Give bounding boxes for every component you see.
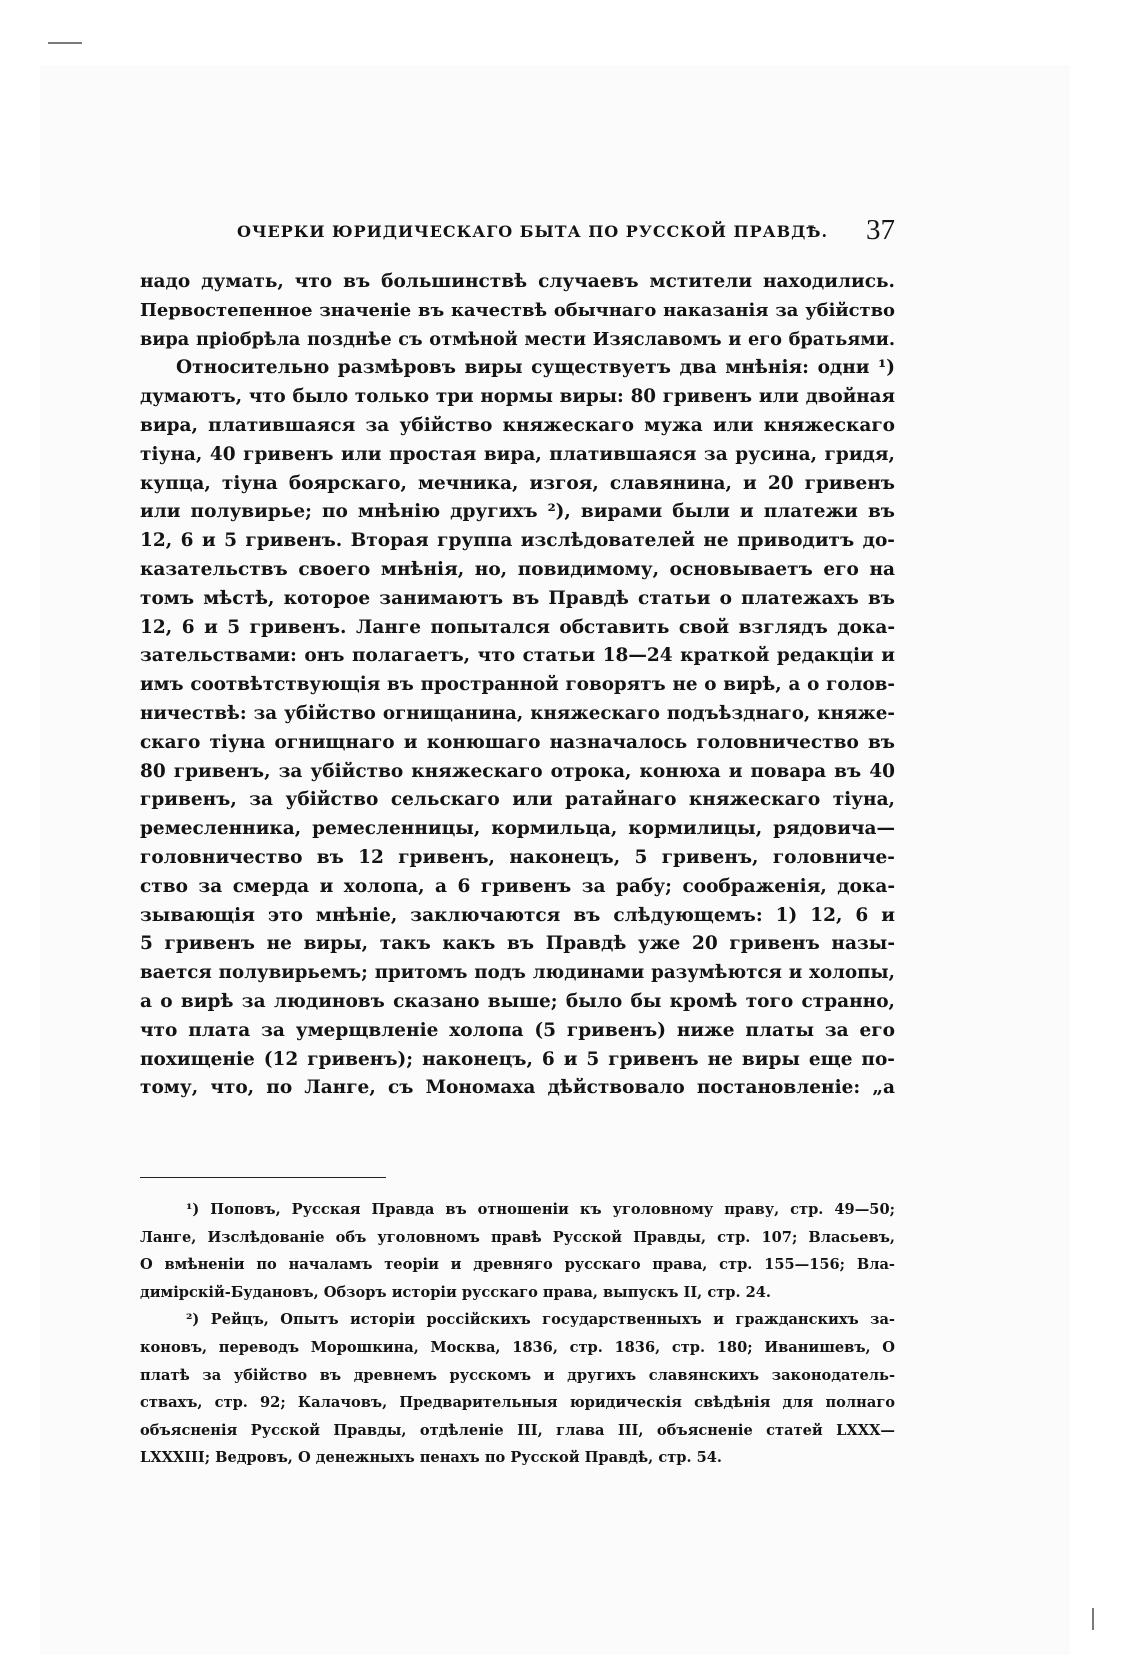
text-line: купца, тіуна боярскаго, мечника, изгоя, славянина, и 20 гривенъ bbox=[140, 472, 895, 494]
text-line: зывающія это мнѣніе, заключаются въ слѣдующемъ: 1) 12, 6 и bbox=[140, 904, 895, 926]
text-line: Первостепенное значеніе въ качествѣ обычнаго наказанія за убійство bbox=[140, 299, 895, 321]
footnote-line: ¹) Поповъ, Русская Правда въ отношеніи къ уголовному праву, стр. 49—50; bbox=[186, 1201, 895, 1218]
text-line: надо думать, что въ большинствѣ случаевъ мстители находились. bbox=[140, 271, 895, 292]
text-line: похищеніе (12 гривенъ); наконецъ, 6 и 5 гривенъ не виры еще по- bbox=[140, 1048, 895, 1070]
scan-corner-mark bbox=[48, 42, 82, 44]
footnote-line: LXXXIII; Ведровъ, О денежныхъ пенахъ по Русской Правдѣ, стр. 54. bbox=[140, 1449, 723, 1467]
footnote-line: ²) Рейцъ, Опытъ исторіи россійскихъ государственныхъ и гражданскихъ за- bbox=[186, 1311, 895, 1329]
body-text bbox=[140, 268, 895, 1103]
text-line: имъ соотвѣтствующія въ пространной говорятъ не о вирѣ, а о голов- bbox=[140, 674, 895, 696]
text-line: вира, платившаяся за убійство княжескаго мужа или княжескаго bbox=[140, 414, 895, 436]
text-line: тому, что, по Ланге, съ Мономаха дѣйствовало постановленіе: „а bbox=[140, 1077, 895, 1099]
footnote-line: платѣ за убійство въ древнемъ русскомъ и другихъ славянскихъ законодатель- bbox=[140, 1366, 895, 1384]
footnote-line: О вмѣненіи по началамъ теоріи и древняго русскаго права, стр. 155—156; Вла- bbox=[140, 1256, 895, 1274]
running-title: ОЧЕРКИ ЮРИДИЧЕСКАГО БЫТА ПО РУССКОЙ ПРАВДѢ. bbox=[237, 222, 829, 241]
page-header bbox=[237, 214, 895, 254]
page-number: 37 bbox=[866, 214, 895, 246]
text-line: 5 гривенъ не виры, такъ какъ въ Правдѣ уже 20 гривенъ назы- bbox=[140, 933, 895, 955]
footnotes bbox=[140, 1196, 895, 1472]
text-line: ство за смерда и холопа, а 6 гривенъ за рабу; соображенія, дока- bbox=[140, 875, 895, 897]
text-line: вается полувирьемъ; притомъ подъ людинами разумѣются и холопы, bbox=[140, 962, 895, 984]
footnote-separator bbox=[140, 1177, 386, 1178]
footnote-line: объясненія Русской Правды, отдѣленіе III, глава III, объясненіе статей LXXX— bbox=[140, 1421, 895, 1439]
scan-edge-mark bbox=[1092, 1608, 1094, 1630]
footnote-line: димірскій-Будановъ, Обзоръ исторіи русскаго права, выпускъ II, стр. 24. bbox=[140, 1283, 772, 1301]
text-line: головничество въ 12 гривенъ, наконецъ, 5 гривенъ, головниче- bbox=[140, 846, 895, 868]
text-line: зательствами: онъ полагаетъ, что статьи 18—24 краткой редакціи и bbox=[140, 645, 895, 667]
text-line: 80 гривенъ, за убійство княжескаго отрока, конюха и повара въ 40 bbox=[140, 760, 895, 782]
text-line: гривенъ, за убійство сельскаго или ратайнаго княжескаго тіуна, bbox=[140, 789, 895, 811]
text-line: ничествѣ: за убійство огнищанина, княжескаго подъѣзднаго, княже- bbox=[140, 702, 895, 724]
text-line: тіуна, 40 гривенъ или простая вира, платившаяся за русина, гридя, bbox=[140, 443, 895, 465]
text-line: казательствъ своего мнѣнія, но, повидимому, основываетъ его на bbox=[140, 558, 895, 580]
text-line: что плата за умерщвленіе холопа (5 гривенъ) ниже платы за его bbox=[140, 1019, 895, 1041]
text-line: или полувирье; по мнѣнію другихъ ²), вирами были и платежи въ bbox=[140, 501, 895, 523]
text-line: Относительно размѣровъ виры существуетъ два мнѣнія: одни ¹) bbox=[176, 357, 895, 379]
text-line: 12, 6 и 5 гривенъ. Вторая группа изслѣдователей не приводитъ до- bbox=[140, 530, 895, 552]
text-line: думаютъ, что было только три нормы виры: 80 гривенъ или двойная bbox=[140, 386, 895, 408]
footnote-line: Ланге, Изслѣдованіе объ уголовномъ правѣ Русской Правды, стр. 107; Власьевъ, bbox=[140, 1228, 895, 1246]
text-line: вира пріобрѣла позднѣе съ отмѣной мести Изяславомъ и его братьями. bbox=[140, 328, 895, 350]
text-line: а о вирѣ за людиновъ сказано выше; было бы кромѣ того странно, bbox=[140, 990, 895, 1012]
footnote-line: ствахъ, стр. 92; Калачовъ, Предварительныя юридическія свѣдѣнія для полнаго bbox=[140, 1394, 895, 1412]
text-line: 12, 6 и 5 гривенъ. Ланге попытался обставить свой взглядъ дока- bbox=[140, 616, 895, 638]
text-line: ремесленника, ремесленницы, кормильца, кормилицы, рядовича— bbox=[140, 818, 895, 840]
text-line: томъ мѣстѣ, которое занимаютъ въ Правдѣ статьи о платежахъ въ bbox=[140, 587, 895, 609]
footnote-line: коновъ, переводъ Морошкина, Москва, 1836, стр. 1836, стр. 180; Иванишевъ, О bbox=[140, 1338, 895, 1356]
text-line: скаго тіуна огнищнаго и конюшаго назначалось головничество въ bbox=[140, 731, 895, 753]
